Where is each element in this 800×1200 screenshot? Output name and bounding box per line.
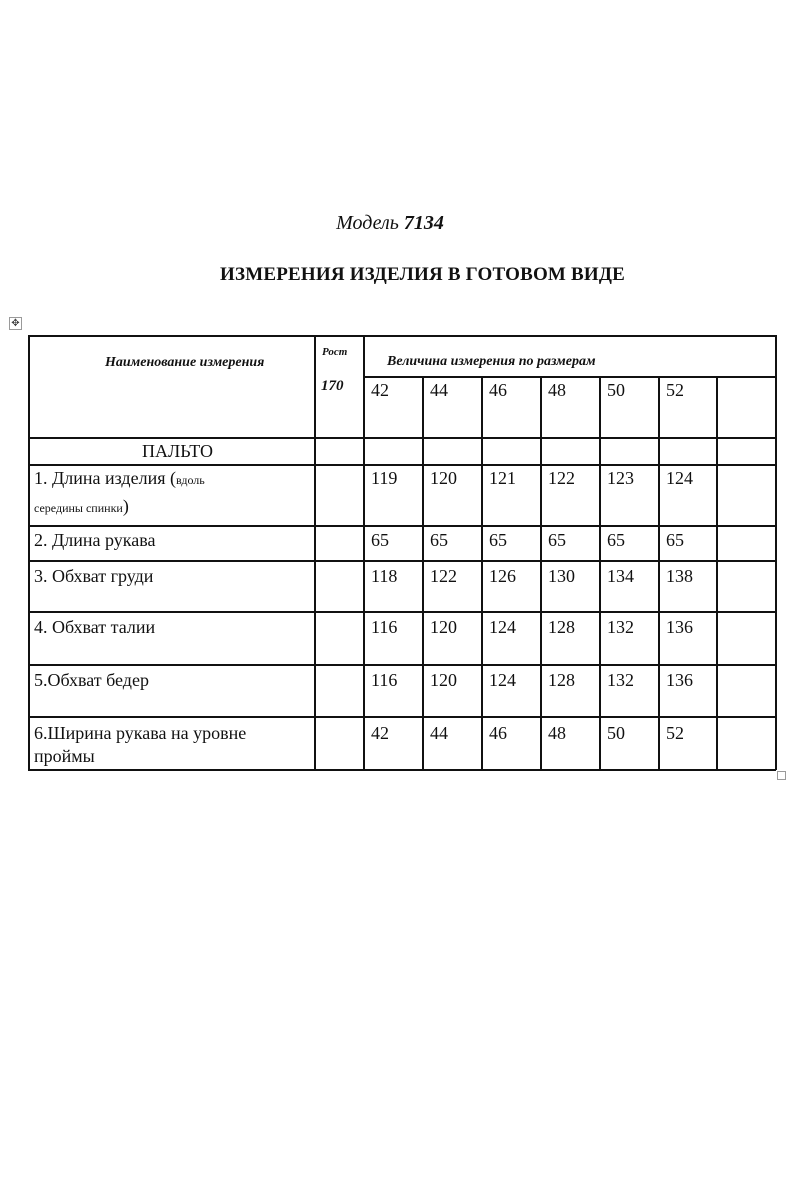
table-line — [28, 437, 776, 439]
table-cell: 52 — [666, 723, 684, 743]
table-cell: 136 — [666, 617, 693, 637]
table-cell: 65 — [430, 530, 448, 550]
header-height-value: 170 — [321, 378, 344, 394]
table-cell: 122 — [430, 566, 457, 586]
table-row-name: 6.Ширина рукава на уровне — [34, 723, 247, 743]
table-cell: 124 — [489, 617, 516, 637]
table-line — [658, 376, 660, 770]
document-heading: ИЗМЕРЕНИЯ ИЗДЕЛИЯ В ГОТОВОМ ВИДЕ — [219, 264, 626, 285]
table-cell: 116 — [371, 617, 398, 637]
table-row-name: 5.Обхват бедер — [34, 670, 149, 690]
table-row-name: 3. Обхват груди — [34, 566, 154, 586]
table-line — [28, 560, 776, 562]
header-sizes-label: Величина измерения по размерам — [387, 354, 596, 369]
table-line — [599, 376, 601, 770]
table-row-name-line2: проймы — [34, 746, 95, 766]
table-line — [540, 376, 542, 770]
table-line — [481, 376, 483, 770]
size-header: 52 — [666, 380, 684, 400]
table-cell: 65 — [666, 530, 684, 550]
table-cell: 130 — [548, 566, 575, 586]
row-name-note: середины спинки — [34, 501, 123, 515]
model-label: Модель — [336, 212, 399, 234]
table-cell: 65 — [489, 530, 507, 550]
table-cell: 120 — [430, 468, 457, 488]
table-cell: 124 — [666, 468, 693, 488]
table-cell: 121 — [489, 468, 516, 488]
size-header: 46 — [489, 380, 507, 400]
table-cell: 65 — [548, 530, 566, 550]
table-line — [28, 611, 776, 613]
table-cell: 134 — [607, 566, 634, 586]
table-cell: 138 — [666, 566, 693, 586]
table-cell: 46 — [489, 723, 507, 743]
table-line — [716, 376, 718, 770]
move-icon[interactable]: ✥ — [9, 317, 22, 330]
row-name-paren: ) — [122, 496, 129, 516]
header-measurement-name: Наименование измерения — [105, 355, 265, 370]
table-cell: 116 — [371, 670, 398, 690]
section-title: ПАЛЬТО — [142, 441, 213, 461]
table-cell: 132 — [607, 617, 634, 637]
table-line — [314, 335, 316, 770]
table-line — [363, 335, 365, 770]
table-cell: 65 — [371, 530, 389, 550]
table-line — [28, 664, 776, 666]
table-line — [28, 464, 776, 466]
table-row-name-line2 — [34, 496, 129, 517]
table-cell: 65 — [607, 530, 625, 550]
size-header: 48 — [548, 380, 566, 400]
table-cell: 124 — [489, 670, 516, 690]
table-line — [422, 376, 424, 770]
table-cell: 120 — [430, 670, 457, 690]
size-header: 44 — [430, 380, 448, 400]
table-cell: 42 — [371, 723, 389, 743]
model-number: 7134 — [403, 212, 444, 234]
table-cell: 44 — [430, 723, 448, 743]
header-height-label: Рост — [322, 346, 348, 358]
size-header: 42 — [371, 380, 389, 400]
table-cell: 128 — [548, 617, 575, 637]
table-cell: 50 — [607, 723, 625, 743]
table-row-name — [34, 468, 205, 489]
table-line — [28, 716, 776, 718]
table-line — [28, 525, 776, 527]
table-cell: 126 — [489, 566, 516, 586]
table-row-name: 4. Обхват талии — [34, 617, 156, 637]
row-name-note: вдоль — [175, 473, 205, 487]
table-border-bottom — [28, 769, 776, 771]
table-cell: 120 — [430, 617, 457, 637]
table-row-name: 2. Длина рукава — [34, 530, 156, 550]
table-cell: 119 — [371, 468, 398, 488]
table-cell: 118 — [371, 566, 398, 586]
table-border-left — [28, 335, 30, 770]
table-cell: 123 — [607, 468, 634, 488]
table-line — [363, 376, 776, 378]
table-border-top — [28, 335, 776, 337]
size-header: 50 — [607, 380, 625, 400]
table-cell: 128 — [548, 670, 575, 690]
table-border-right — [775, 335, 777, 770]
table-cell: 48 — [548, 723, 566, 743]
table-cell: 132 — [607, 670, 634, 690]
table-cell: 136 — [666, 670, 693, 690]
table-cell: 122 — [548, 468, 575, 488]
row-name-main: 1. Длина изделия ( — [34, 468, 176, 488]
